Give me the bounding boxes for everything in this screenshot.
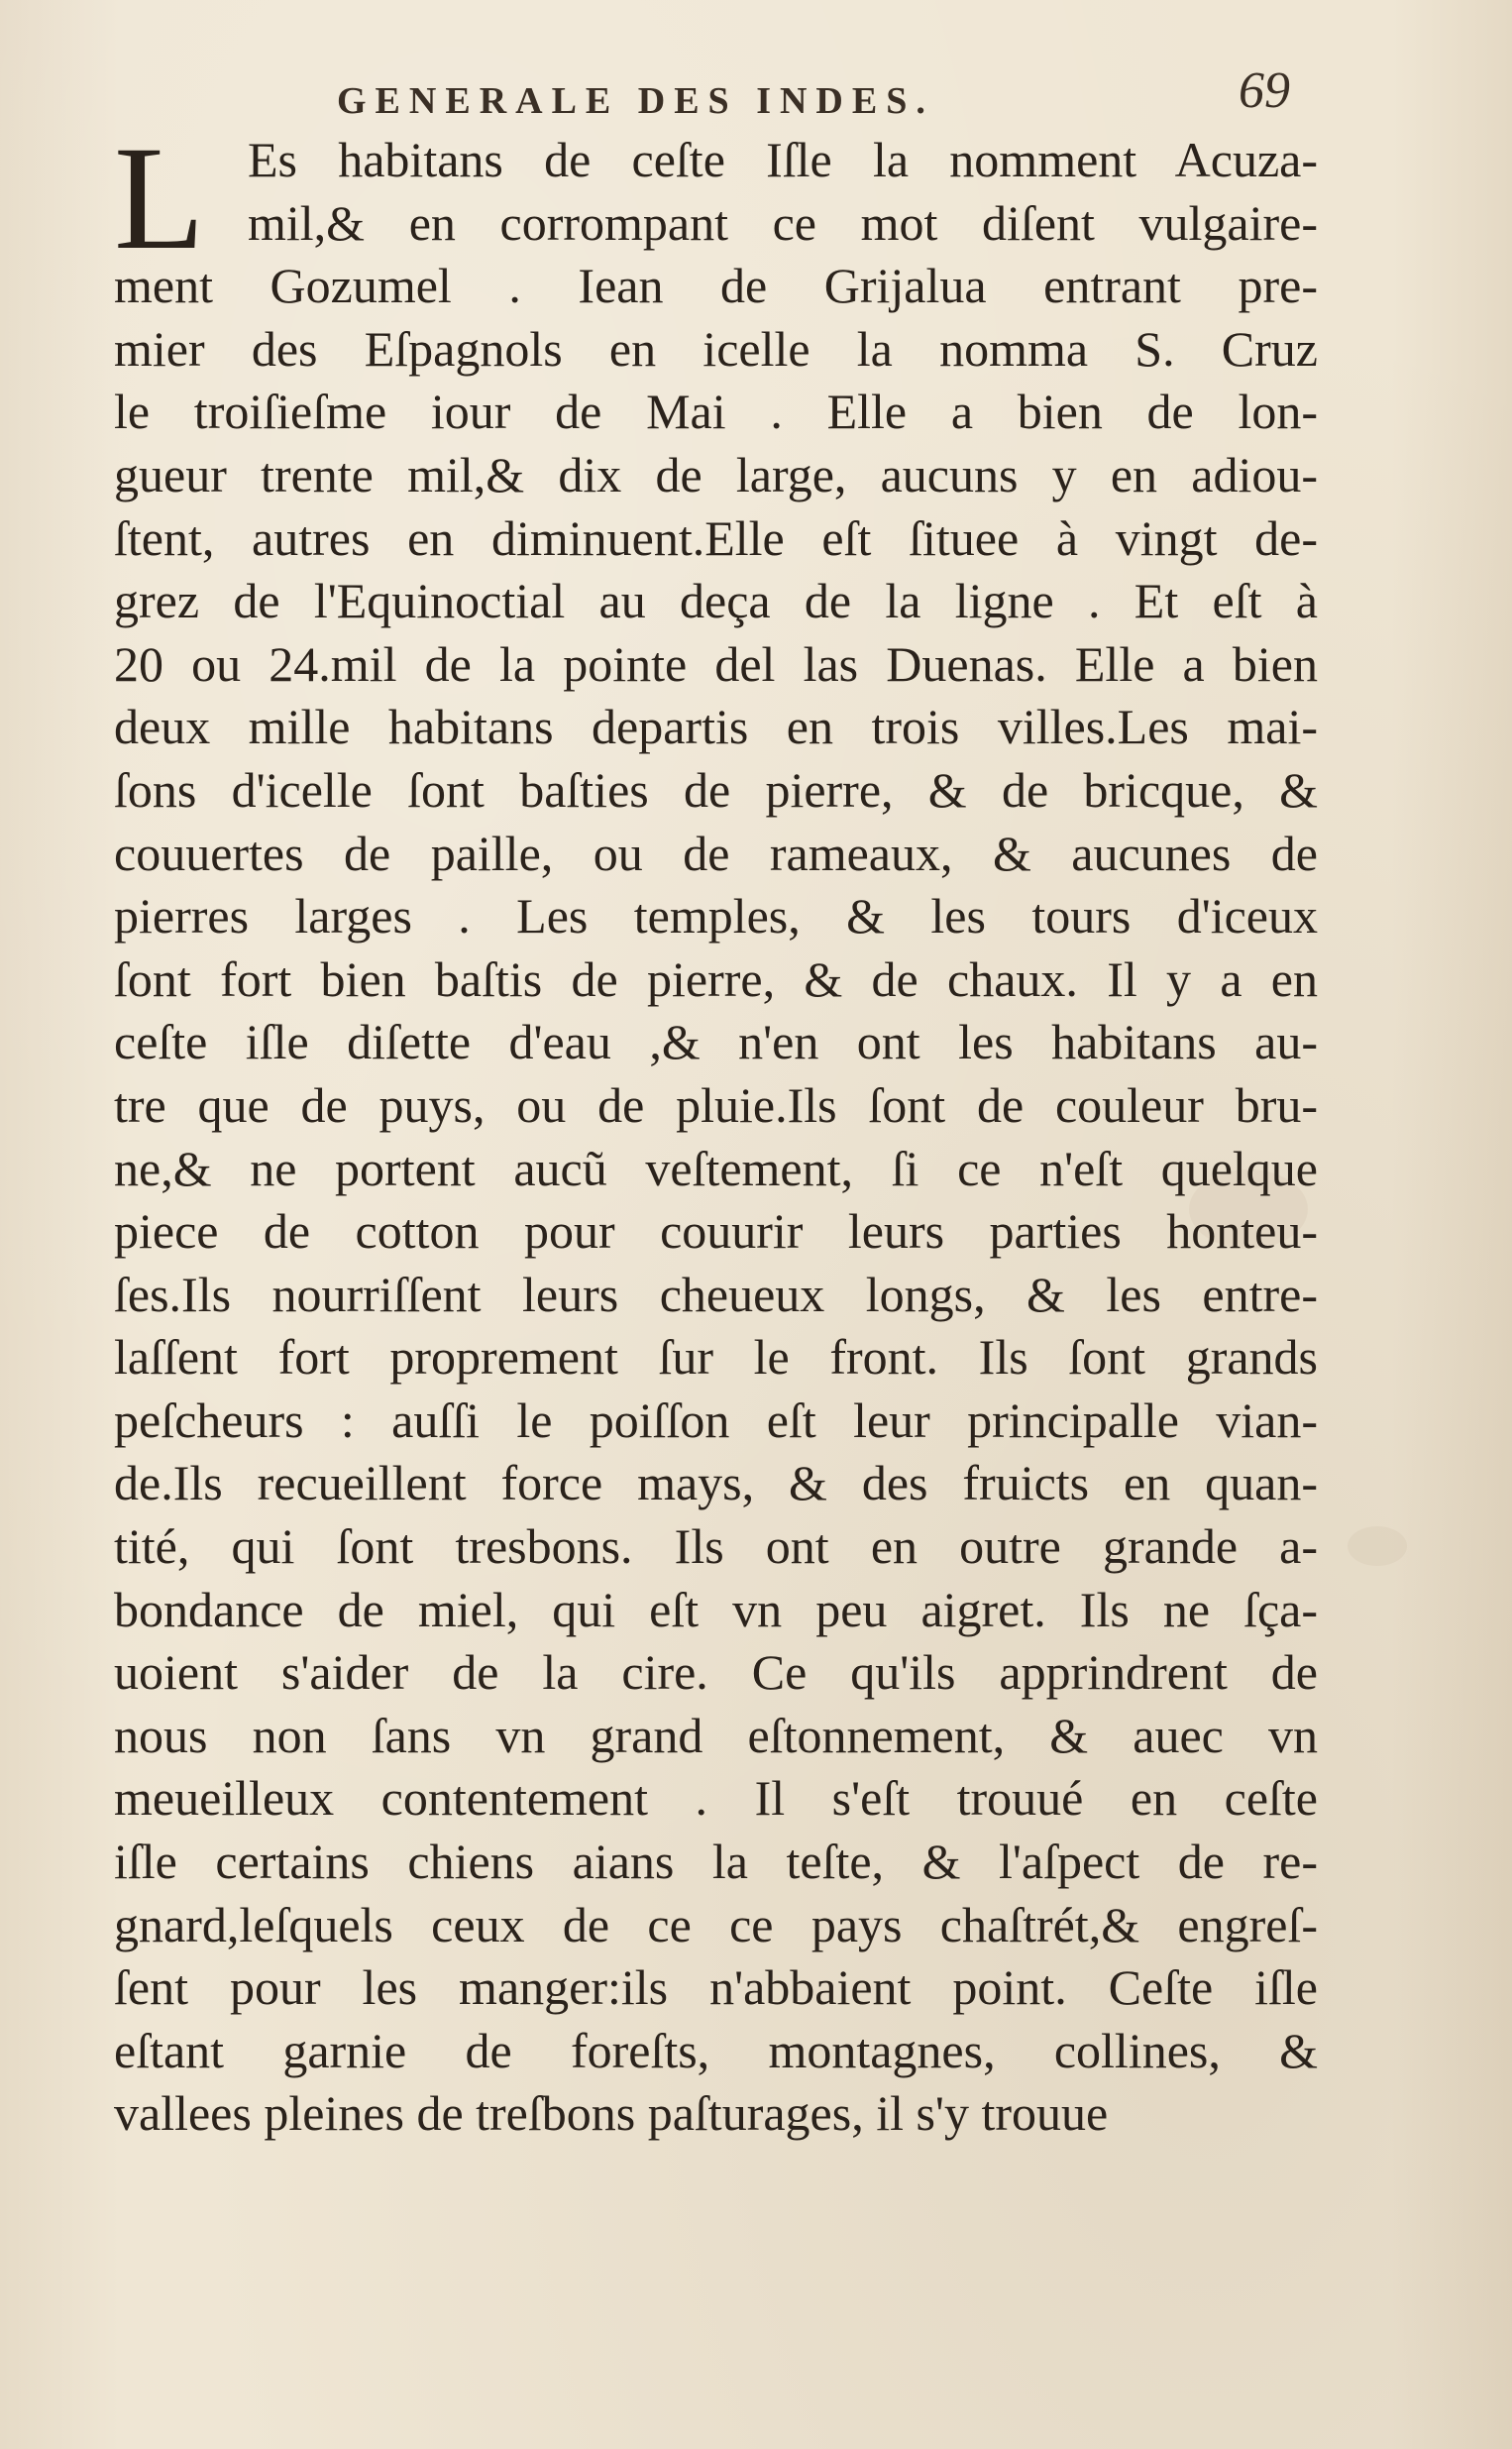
text-line: mil,& en corrompant ce mot diſent vulgaire- (248, 194, 1318, 251)
text-line: couuertes de paille, ou de rameaux, & aucunes de (114, 825, 1318, 881)
text-line: 20 ou 24.mil de la pointe del las Duenas. Elle a bien (114, 635, 1318, 692)
running-head: GENERALE DES INDES. (337, 80, 934, 122)
body-text (114, 116, 1318, 2146)
text-line: Es habitans de ceſte Iſle la nomment Acuza- (248, 132, 1318, 187)
text-line: ſent pour les manger:ils n'abbaient point. Ceſte iſle (114, 1959, 1318, 2016)
drop-cap: L (114, 116, 205, 280)
paper-stain (1348, 1526, 1407, 1566)
text-line: de.Ils recueillent force mays, & des fruicts en quan- (114, 1455, 1318, 1511)
text-line: grez de l'Equinoctial au deça de la ligne . Et eſt à (114, 573, 1318, 629)
text-line: gnard,leſquels ceux de ce ce pays chaſtrét,& engreſ- (114, 1896, 1318, 1952)
text-line: ceſte iſle diſette d'eau ,& n'en ont les habitans au- (114, 1014, 1318, 1070)
text-line: peſcheurs : auſſi le poiſſon eſt leur principalle vian- (114, 1391, 1318, 1448)
text-line: vallees pleines de treſbons paſturages, il s'y trouue (114, 2085, 1109, 2142)
text-line: ſont fort bien baſtis de pierre, & de chaux. Il y a en (114, 950, 1318, 1007)
text-line: ſtent, autres en diminuent.Elle eſt ſituee à vingt de- (114, 509, 1318, 566)
text-line: ment Gozumel . Iean de Grijalua entrant pre- (114, 258, 1318, 314)
text-line: bondance de miel, qui eſt vn peu aigret. Ils ne ſça- (114, 1581, 1318, 1637)
text-line: ne,& ne portent aucũ veſtement, ſi ce n'eſt quelque (114, 1140, 1318, 1196)
text-line: deux mille habitans departis en trois villes.Les mai- (114, 699, 1318, 755)
text-line: meueilleux contentement . Il s'eſt trouué en ceſte (114, 1770, 1318, 1827)
text-line: uoient s'aider de la cire. Ce qu'ils apprindrent de (114, 1644, 1318, 1701)
text-line: pierres larges . Les temples, & les tours d'iceux (114, 888, 1318, 945)
text-line: ſons d'icelle ſont baſties de pierre, & de bricque, & (114, 761, 1318, 818)
text-line: mier des Eſpagnols en icelle la nomma S. Cruz (114, 320, 1318, 377)
text-line: gueur trente mil,& dix de large, aucuns y en adiou- (114, 446, 1318, 502)
text-line: piece de cotton pour couurir leurs parties honteu- (114, 1203, 1318, 1260)
page-number: 69 (1239, 62, 1290, 119)
text-line: le troiſieſme iour de Mai . Elle a bien de lon- (114, 384, 1318, 440)
text-line: tre que de puys, ou de pluie.Ils ſont de couleur bru- (114, 1076, 1318, 1133)
text-line: tité, qui ſont tresbons. Ils ont en outre grande a- (114, 1518, 1318, 1575)
text-line: nous non ſans vn grand eſtonnement, & auec vn (114, 1707, 1318, 1763)
text-line: eſtant garnie de foreſts, montagnes, collines, & (114, 2022, 1318, 2078)
text-line: iſle certains chiens aians la teſte, & l'aſpect de re- (114, 1834, 1318, 1890)
text-line: laſſent fort proprement ſur le front. Ils ſont grands (114, 1329, 1318, 1386)
text-line: ſes.Ils nourriſſent leurs cheueux longs, & les entre- (114, 1266, 1318, 1322)
